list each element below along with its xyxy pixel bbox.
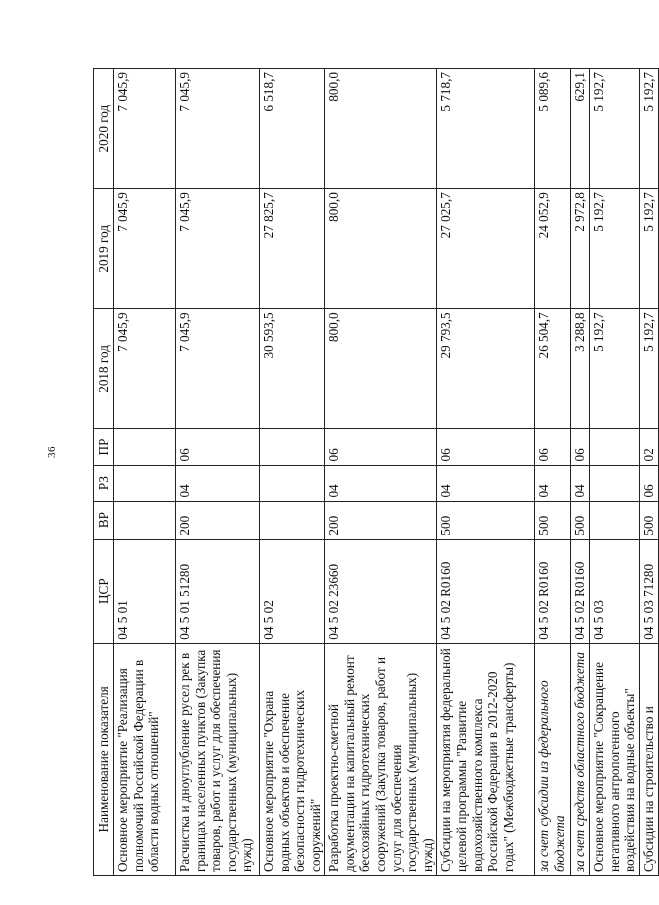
cell-2019: 2 972,8 bbox=[571, 189, 590, 309]
cell-2018: 5 192,7 bbox=[639, 309, 658, 429]
cell-2018: 3 288,8 bbox=[571, 309, 590, 429]
cell-pr: 02 bbox=[639, 429, 658, 465]
cell-vr: 200 bbox=[325, 501, 437, 539]
cell-pr: 06 bbox=[571, 429, 590, 465]
header-csr: ЦСР bbox=[94, 539, 114, 643]
cell-pr bbox=[114, 429, 176, 465]
cell-2020: 5 192,7 bbox=[639, 69, 658, 189]
cell-name: Основное мероприятие "Реализация полномочий Российской Федерации в области водных отношений" bbox=[114, 643, 176, 875]
cell-pr bbox=[260, 429, 325, 465]
cell-rz: 04 bbox=[571, 465, 590, 501]
cell-2019: 7 045,9 bbox=[114, 189, 176, 309]
cell-rz bbox=[589, 465, 639, 501]
cell-rz: 04 bbox=[325, 465, 437, 501]
table-row bbox=[176, 69, 260, 876]
cell-csr: 04 5 02 23660 bbox=[325, 539, 437, 643]
cell-csr: 04 5 03 71280 bbox=[639, 539, 658, 643]
cell-csr: 04 5 02 R0160 bbox=[571, 539, 590, 643]
cell-2020: 6 518,7 bbox=[260, 69, 325, 189]
page-number: 36 bbox=[46, 446, 58, 458]
cell-2020: 800,0 bbox=[325, 69, 437, 189]
cell-pr: 06 bbox=[437, 429, 535, 465]
budget-table-rotated bbox=[93, 68, 656, 876]
header-2020: 2020 год bbox=[94, 69, 114, 189]
cell-pr: 06 bbox=[535, 429, 571, 465]
cell-2020: 5 192,7 bbox=[589, 69, 639, 189]
cell-pr bbox=[589, 429, 639, 465]
cell-name: за счет субсидии из федерального бюджета bbox=[535, 643, 571, 875]
cell-csr: 04 5 02 bbox=[260, 539, 325, 643]
cell-2018: 5 192,7 bbox=[589, 309, 639, 429]
cell-2020: 7 045,9 bbox=[176, 69, 260, 189]
table-row bbox=[260, 69, 325, 876]
cell-rz: 04 bbox=[437, 465, 535, 501]
table-row bbox=[589, 69, 639, 876]
cell-rz bbox=[260, 465, 325, 501]
cell-vr: 500 bbox=[437, 501, 535, 539]
cell-name: за счет средств областного бюджета bbox=[571, 643, 590, 875]
cell-2018: 800,0 bbox=[325, 309, 437, 429]
cell-2019: 7 045,9 bbox=[176, 189, 260, 309]
table-row bbox=[437, 69, 535, 876]
cell-csr: 04 5 02 R0160 bbox=[535, 539, 571, 643]
cell-2018: 26 504,7 bbox=[535, 309, 571, 429]
table-row bbox=[571, 69, 590, 876]
cell-csr: 04 5 02 R0160 bbox=[437, 539, 535, 643]
cell-rz: 04 bbox=[176, 465, 260, 501]
cell-name: Основное мероприятие "Охрана водных объектов и обеспечение безопасности гидротехнических сооружений" bbox=[260, 643, 325, 875]
cell-vr bbox=[589, 501, 639, 539]
header-2018: 2018 год bbox=[94, 309, 114, 429]
header-name: Наименование показателя bbox=[94, 643, 114, 875]
cell-2018: 7 045,9 bbox=[114, 309, 176, 429]
cell-vr bbox=[114, 501, 176, 539]
cell-2019: 24 052,9 bbox=[535, 189, 571, 309]
cell-vr bbox=[260, 501, 325, 539]
cell-rz bbox=[114, 465, 176, 501]
cell-rz: 04 bbox=[535, 465, 571, 501]
cell-rz: 06 bbox=[639, 465, 658, 501]
cell-2019: 27 825,7 bbox=[260, 189, 325, 309]
cell-2019: 5 192,7 bbox=[639, 189, 658, 309]
cell-2019: 5 192,7 bbox=[589, 189, 639, 309]
header-vr: ВР bbox=[94, 501, 114, 539]
cell-2020: 629,1 bbox=[571, 69, 590, 189]
cell-pr: 06 bbox=[176, 429, 260, 465]
cell-name: Субсидии на мероприятия федеральной целевой программы "Развитие водохозяйственного комплекса Российской Федерации в 2012-2020 годах" (Межбюджетные трансферты) bbox=[437, 643, 535, 875]
table-row bbox=[535, 69, 571, 876]
cell-vr: 200 bbox=[176, 501, 260, 539]
table-row bbox=[325, 69, 437, 876]
cell-2018: 29 793,5 bbox=[437, 309, 535, 429]
cell-vr: 500 bbox=[571, 501, 590, 539]
cell-2020: 5 718,7 bbox=[437, 69, 535, 189]
cell-name: Основное мероприятие "Сокращение негативного антропогенного воздействия на водные объекты" bbox=[589, 643, 639, 875]
cell-csr: 04 5 01 bbox=[114, 539, 176, 643]
cell-name: Субсидии на строительство и bbox=[639, 643, 658, 875]
table-row bbox=[639, 69, 658, 876]
header-2019: 2019 год bbox=[94, 189, 114, 309]
table-header-row bbox=[94, 69, 114, 876]
header-rz: РЗ bbox=[94, 465, 114, 501]
header-pr: ПР bbox=[94, 429, 114, 465]
cell-vr: 500 bbox=[639, 501, 658, 539]
cell-csr: 04 5 03 bbox=[589, 539, 639, 643]
cell-vr: 500 bbox=[535, 501, 571, 539]
cell-2018: 7 045,9 bbox=[176, 309, 260, 429]
cell-2018: 30 593,5 bbox=[260, 309, 325, 429]
cell-csr: 04 5 01 51280 bbox=[176, 539, 260, 643]
cell-pr: 06 bbox=[325, 429, 437, 465]
cell-name: Расчистка и дноуглубление русел рек в границах населенных пунктов (Закупка товаров, работ и услуг для обеспечения государственных (муниципальных) нужд) bbox=[176, 643, 260, 875]
cell-2020: 5 089,6 bbox=[535, 69, 571, 189]
cell-name: Разработка проектно-сметной документации на капитальный ремонт бесхозяйных гидротехнических сооружений (Закупка товаров, работ и услуг для обеспечения государственных (муниципальных) нужд) bbox=[325, 643, 437, 875]
cell-2019: 27 025,7 bbox=[437, 189, 535, 309]
cell-2019: 800,0 bbox=[325, 189, 437, 309]
cell-2020: 7 045,9 bbox=[114, 69, 176, 189]
budget-table bbox=[93, 68, 659, 876]
table-row bbox=[114, 69, 176, 876]
